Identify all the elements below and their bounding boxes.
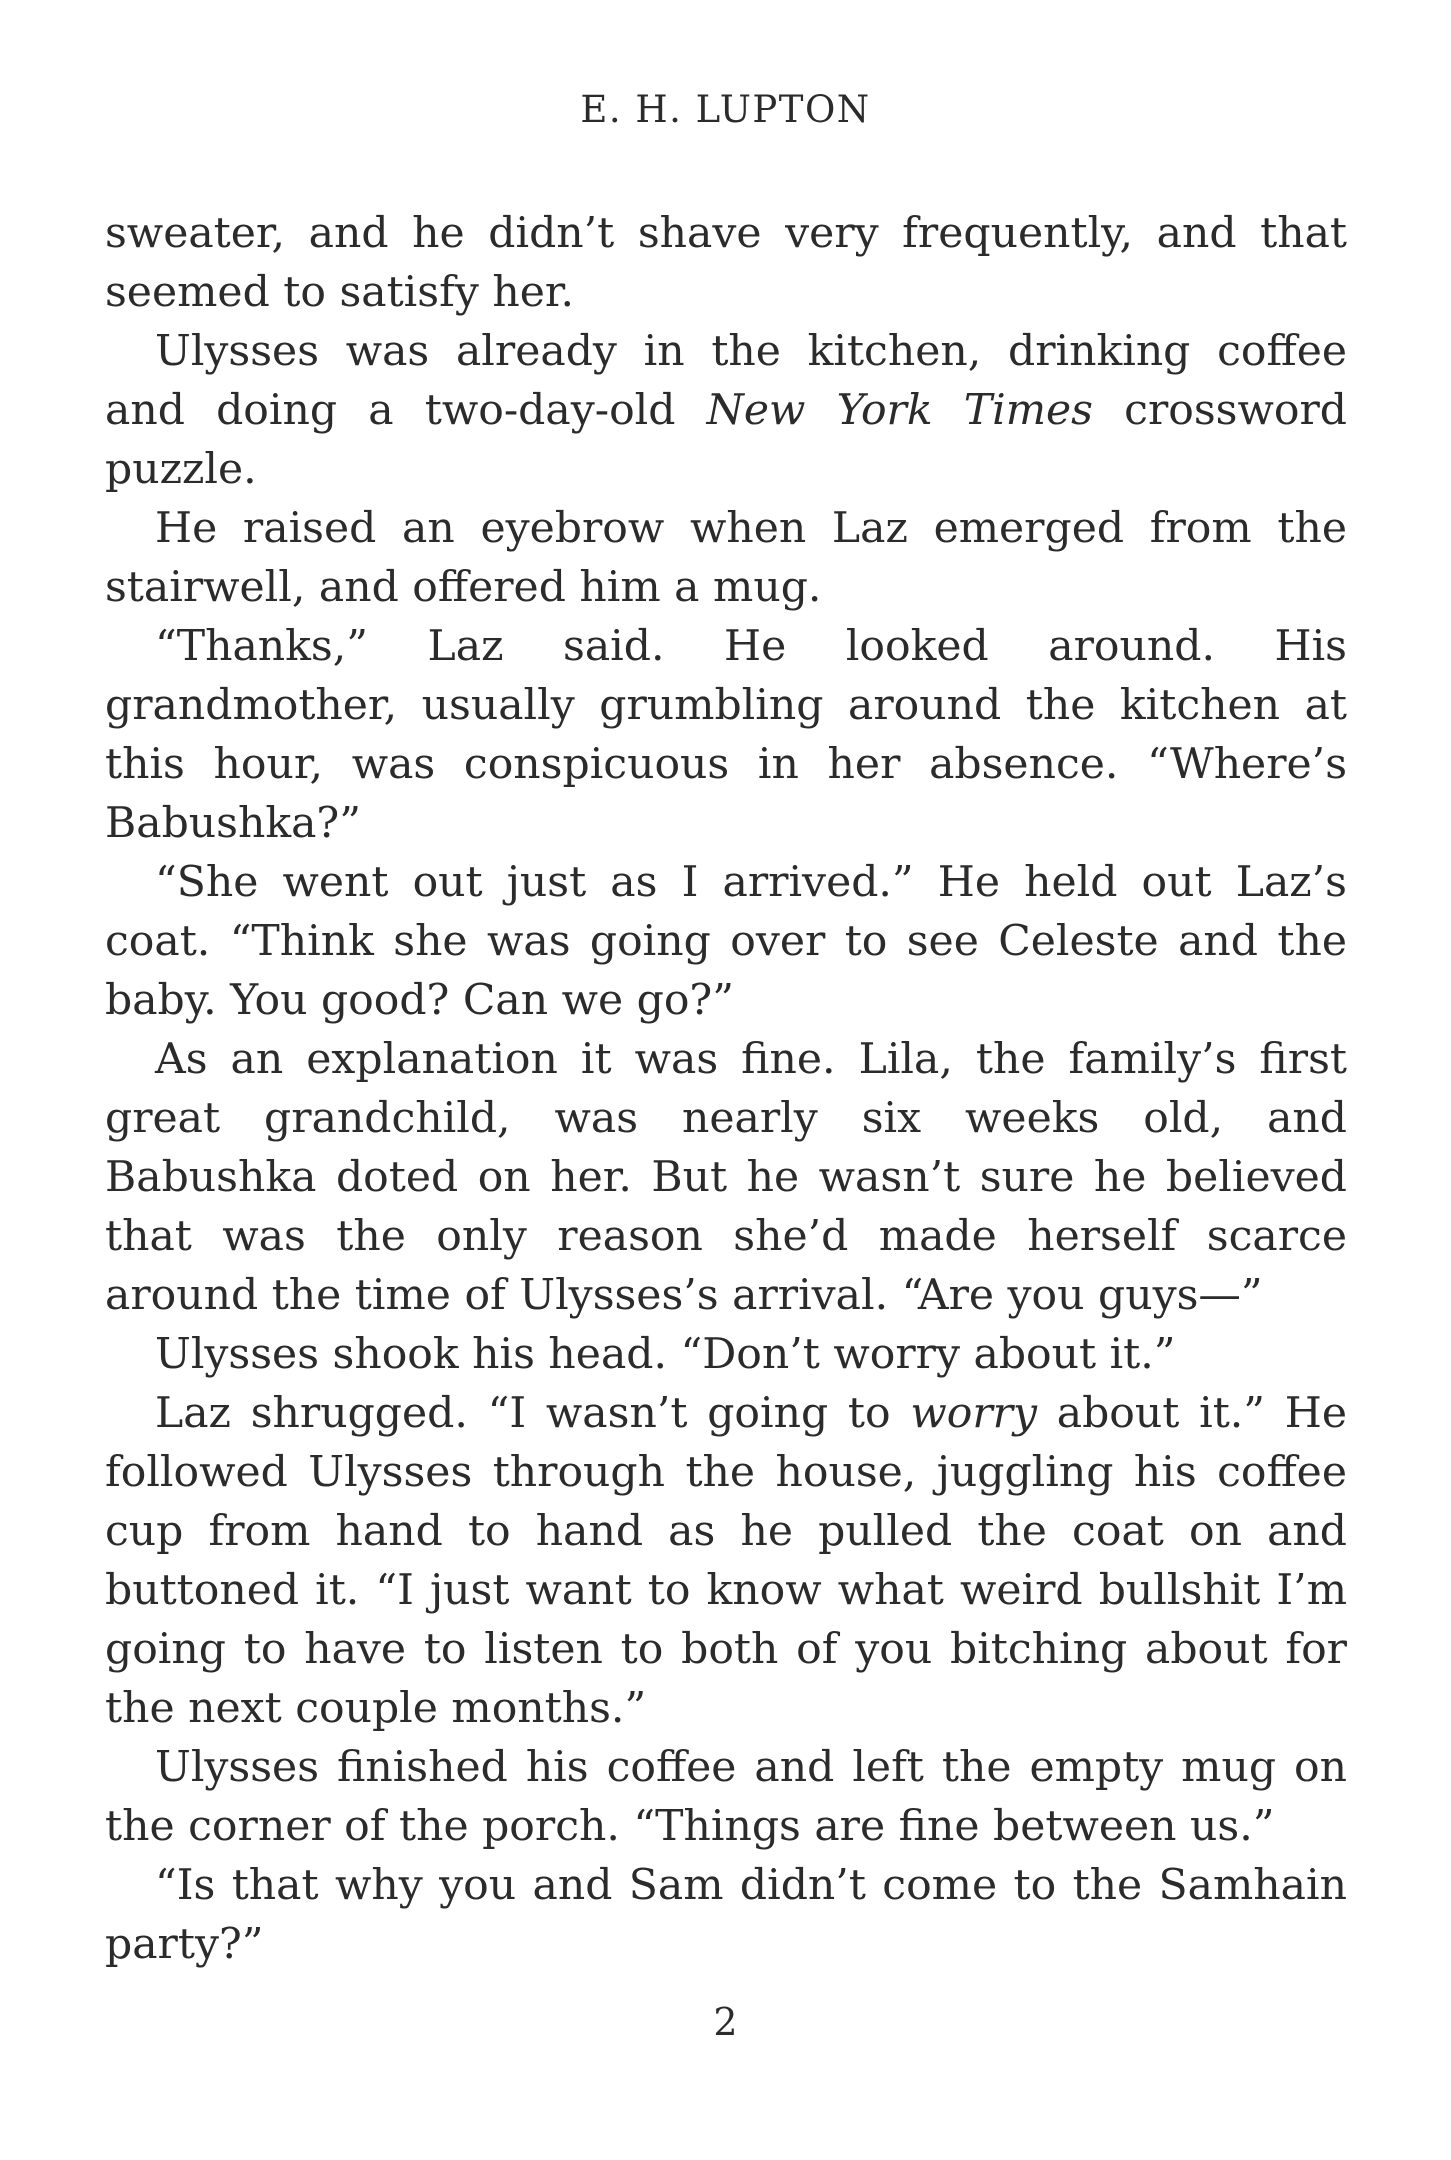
paragraph	[105, 853, 1347, 1030]
paragraph	[105, 204, 1347, 322]
running-head: E. H. LUPTON	[580, 88, 871, 131]
paragraph	[105, 1384, 1347, 1738]
text-span: crossword puzzle.	[105, 386, 1347, 494]
italic-emphasis: worry	[910, 1389, 1037, 1438]
text-span: He raised an eyebrow when Laz emerged from the stairwell, and offered him a mug.	[105, 504, 1347, 612]
paragraph	[105, 1856, 1347, 1974]
text-span: “Thanks,” Laz said. He looked around. His grandmother, usually grumbling around the kitchen at this hour, was conspicuous in her absence. “Where’s Babushka?”	[105, 622, 1347, 848]
body-text	[105, 204, 1347, 1974]
paragraph	[105, 1325, 1347, 1384]
text-span: about it.” He followed Ulysses through the house, juggling his coffee cup from hand to hand as he pulled the coat on and buttoned it. “I just want to know what weird bullshit I’m going to have to listen to both of you bitching about for the next couple months.”	[105, 1389, 1348, 1733]
italic-title: New York Times	[706, 386, 1093, 435]
text-span: Laz shrugged. “I wasn’t going to	[155, 1389, 911, 1438]
text-span: Ulysses was already in the kitchen, drinking coffee and doing a two-day-old	[105, 327, 1347, 435]
paragraph	[105, 499, 1347, 617]
text-span: As an explanation it was fine. Lila, the family’s first great grandchild, was nearly six weeks old, and Babushka doted on her. But he wasn’t sure he believed that was the only reason she’d made herself scarce around the time of Ulysses’s arrival. “Are you guys—”	[105, 1035, 1347, 1320]
text-span: Ulysses finished his coffee and left the empty mug on the corner of the porch. “Things are fine between us.”	[105, 1743, 1347, 1851]
paragraph	[105, 617, 1347, 853]
paragraph	[105, 1738, 1347, 1856]
text-span: Ulysses shook his head. “Don’t worry about it.”	[155, 1330, 1176, 1379]
text-span: “Is that why you and Sam didn’t come to the Samhain party?”	[105, 1861, 1347, 1969]
page-number: 2	[713, 2000, 738, 2044]
paragraph	[105, 322, 1347, 499]
text-span: sweater, and he didn’t shave very frequently, and that seemed to satisfy her.	[105, 209, 1347, 317]
text-span: “She went out just as I arrived.” He held out Laz’s coat. “Think she was going over to see Celeste and the baby. You good? Can we go?”	[105, 858, 1347, 1025]
paragraph	[105, 1030, 1347, 1325]
